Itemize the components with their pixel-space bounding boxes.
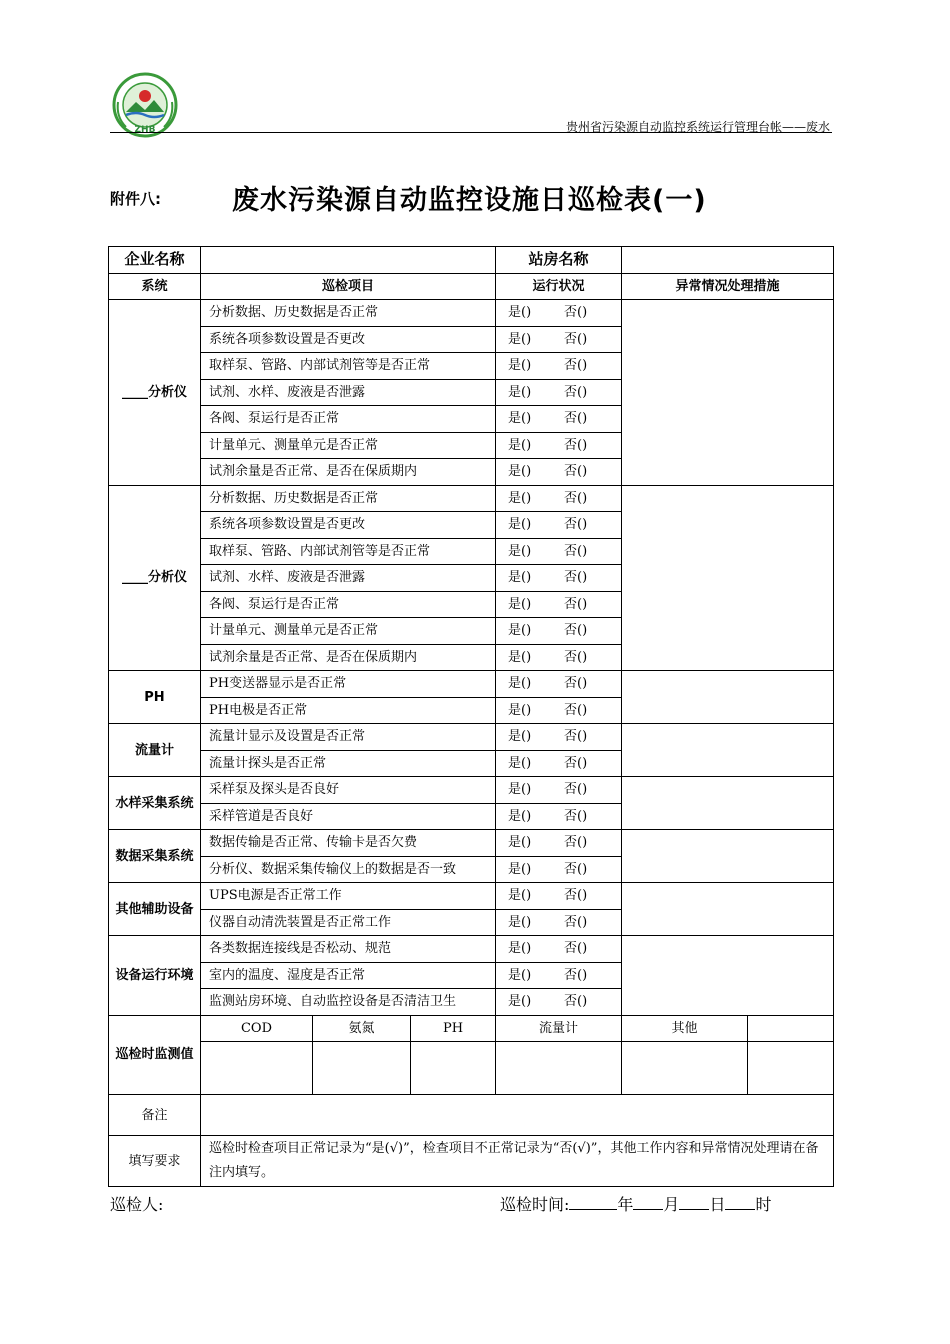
status-cell[interactable]	[496, 326, 622, 353]
check-item: 取样泵、管路、内部试剂管等是否正常	[201, 538, 496, 565]
status-cell[interactable]	[496, 697, 622, 724]
status-no[interactable]: 否()	[564, 411, 588, 427]
check-item: 数据传输是否正常、传输卡是否欠费	[201, 830, 496, 857]
table-row	[109, 485, 834, 512]
status-no[interactable]: 否()	[564, 729, 588, 745]
check-item: 计量单元、测量单元是否正常	[201, 432, 496, 459]
day-blank[interactable]	[679, 1193, 709, 1210]
fill-req-label: 填写要求	[109, 1136, 201, 1187]
status-no[interactable]: 否()	[564, 623, 588, 639]
check-item: 取样泵、管路、内部试剂管等是否正常	[201, 353, 496, 380]
status-cell[interactable]	[496, 936, 622, 963]
status-yes[interactable]: 是()	[508, 755, 532, 771]
check-item: 试剂余量是否正常、是否在保质期内	[201, 644, 496, 671]
measure-col-header: 氨氮	[313, 1015, 411, 1042]
measure-header-row	[109, 1015, 834, 1042]
time-label: 巡检时间:	[500, 1195, 570, 1214]
status-yes[interactable]: 是()	[508, 384, 532, 400]
status-no[interactable]: 否()	[564, 835, 588, 851]
status-cell[interactable]	[496, 379, 622, 406]
check-item: 试剂、水样、废液是否泄露	[201, 565, 496, 592]
table-row	[109, 724, 834, 751]
logo-text: ZHB	[134, 125, 156, 135]
system-name: 数据采集系统	[109, 830, 201, 883]
status-no[interactable]: 否()	[564, 570, 588, 586]
check-item: PH电极是否正常	[201, 697, 496, 724]
status-no[interactable]: 否()	[564, 914, 588, 930]
measure-value[interactable]	[496, 1042, 622, 1095]
company-value[interactable]	[201, 247, 496, 274]
status-cell[interactable]	[496, 644, 622, 671]
status-cell[interactable]	[496, 406, 622, 433]
status-no[interactable]: 否()	[564, 967, 588, 983]
measures-cell[interactable]	[622, 883, 834, 936]
measure-label: 巡检时监测值	[109, 1015, 201, 1095]
status-yes[interactable]: 是()	[508, 808, 532, 824]
year-label: 年	[617, 1195, 634, 1214]
status-yes[interactable]: 是()	[508, 888, 532, 904]
table-row	[109, 671, 834, 698]
status-cell[interactable]	[496, 883, 622, 910]
status-no[interactable]: 否()	[564, 331, 588, 347]
measures-cell[interactable]	[622, 300, 834, 486]
check-item: 各类数据连接线是否松动、规范	[201, 936, 496, 963]
status-cell[interactable]	[496, 989, 622, 1016]
hour-label: 时	[755, 1195, 772, 1214]
status-cell[interactable]	[496, 432, 622, 459]
remarks-value[interactable]	[201, 1095, 834, 1136]
check-item: 各阀、泵运行是否正常	[201, 591, 496, 618]
measures-cell[interactable]	[622, 777, 834, 830]
check-item: 试剂、水样、废液是否泄露	[201, 379, 496, 406]
status-no[interactable]: 否()	[564, 596, 588, 612]
status-yes[interactable]: 是()	[508, 914, 532, 930]
status-cell[interactable]	[496, 962, 622, 989]
status-cell[interactable]	[496, 618, 622, 645]
system-name: ____分析仪	[109, 300, 201, 486]
measures-cell[interactable]	[622, 724, 834, 777]
status-no[interactable]: 否()	[564, 941, 588, 957]
status-yes[interactable]: 是()	[508, 861, 532, 877]
status-no[interactable]: 否()	[564, 543, 588, 559]
status-cell[interactable]	[496, 485, 622, 512]
measures-cell[interactable]	[622, 830, 834, 883]
status-cell[interactable]	[496, 565, 622, 592]
check-item: 流量计探头是否正常	[201, 750, 496, 777]
status-cell[interactable]	[496, 750, 622, 777]
table-row	[109, 830, 834, 857]
measure-value[interactable]	[622, 1042, 748, 1095]
station-label: 站房名称	[496, 247, 622, 274]
status-yes[interactable]: 是()	[508, 676, 532, 692]
year-blank[interactable]	[569, 1193, 617, 1210]
status-no[interactable]: 否()	[564, 702, 588, 718]
status-cell[interactable]	[496, 830, 622, 857]
status-cell[interactable]	[496, 353, 622, 380]
measures-cell[interactable]	[622, 936, 834, 1016]
status-cell[interactable]	[496, 591, 622, 618]
status-no[interactable]: 否()	[564, 464, 588, 480]
page-title: 废水污染源自动监控设施日巡检表(一)	[232, 185, 707, 216]
measure-value[interactable]	[201, 1042, 313, 1095]
col-header-item: 巡检项目	[201, 273, 496, 300]
check-item: 分析数据、历史数据是否正常	[201, 485, 496, 512]
measure-value[interactable]	[411, 1042, 496, 1095]
status-yes[interactable]: 是()	[508, 649, 532, 665]
status-no[interactable]: 否()	[564, 755, 588, 771]
measure-col-header: COD	[201, 1015, 313, 1042]
status-cell[interactable]	[496, 803, 622, 830]
check-item: 分析数据、历史数据是否正常	[201, 300, 496, 327]
header-divider	[110, 132, 832, 133]
status-cell[interactable]	[496, 512, 622, 539]
table-row	[109, 300, 834, 327]
status-yes[interactable]: 是()	[508, 437, 532, 453]
measures-cell[interactable]	[622, 671, 834, 724]
status-yes[interactable]: 是()	[508, 358, 532, 374]
inspector-label: 巡检人:	[110, 1195, 164, 1214]
col-header-status: 运行状况	[496, 273, 622, 300]
status-yes[interactable]: 是()	[508, 729, 532, 745]
measure-col-header: PH	[411, 1015, 496, 1042]
zhb-logo	[112, 72, 178, 138]
status-yes[interactable]: 是()	[508, 835, 532, 851]
status-no[interactable]: 否()	[564, 437, 588, 453]
measure-col-header: 其他	[622, 1015, 748, 1042]
status-no[interactable]: 否()	[564, 305, 588, 321]
system-name: ____分析仪	[109, 485, 201, 671]
check-item: 流量计显示及设置是否正常	[201, 724, 496, 751]
status-cell[interactable]	[496, 909, 622, 936]
status-yes[interactable]: 是()	[508, 596, 532, 612]
check-item: 试剂余量是否正常、是否在保质期内	[201, 459, 496, 486]
status-yes[interactable]: 是()	[508, 464, 532, 480]
status-no[interactable]: 否()	[564, 384, 588, 400]
system-name: PH	[109, 671, 201, 724]
status-no[interactable]: 否()	[564, 888, 588, 904]
fill-req-row	[109, 1136, 834, 1187]
measure-value-row	[109, 1042, 834, 1095]
status-no[interactable]: 否()	[564, 358, 588, 374]
status-yes[interactable]: 是()	[508, 305, 532, 321]
fill-req-text: 巡检时检查项目正常记录为“是(√)”，检查项目不正常记录为“否(√)”，其他工作内容和异常情况处理请在备注内填写。	[201, 1136, 834, 1187]
status-no[interactable]: 否()	[564, 517, 588, 533]
check-item: 计量单元、测量单元是否正常	[201, 618, 496, 645]
table-row	[109, 936, 834, 963]
inspection-table	[108, 246, 834, 1187]
status-yes[interactable]: 是()	[508, 994, 532, 1010]
check-item: 室内的温度、湿度是否正常	[201, 962, 496, 989]
status-yes[interactable]: 是()	[508, 331, 532, 347]
system-name: 水样采集系统	[109, 777, 201, 830]
check-item: 系统各项参数设置是否更改	[201, 512, 496, 539]
day-label: 日	[709, 1195, 726, 1214]
status-no[interactable]: 否()	[564, 782, 588, 798]
status-yes[interactable]: 是()	[508, 570, 532, 586]
status-yes[interactable]: 是()	[508, 702, 532, 718]
check-item: 各阀、泵运行是否正常	[201, 406, 496, 433]
check-item: 仪器自动清洗装置是否正常工作	[201, 909, 496, 936]
attachment-label: 附件八:	[110, 190, 161, 208]
remarks-row	[109, 1095, 834, 1136]
header-title: 贵州省污染源自动监控系统运行管理台帐——废水	[565, 120, 830, 134]
table-row	[109, 883, 834, 910]
status-yes[interactable]: 是()	[508, 411, 532, 427]
hour-blank[interactable]	[725, 1193, 755, 1210]
status-cell[interactable]	[496, 856, 622, 883]
remarks-label: 备注	[109, 1095, 201, 1136]
status-yes[interactable]: 是()	[508, 543, 532, 559]
status-cell[interactable]	[496, 538, 622, 565]
status-no[interactable]: 否()	[564, 861, 588, 877]
status-yes[interactable]: 是()	[508, 517, 532, 533]
status-yes[interactable]: 是()	[508, 623, 532, 639]
status-yes[interactable]: 是()	[508, 782, 532, 798]
status-yes[interactable]: 是()	[508, 941, 532, 957]
status-cell[interactable]	[496, 777, 622, 804]
status-no[interactable]: 否()	[564, 676, 588, 692]
company-label: 企业名称	[109, 247, 201, 274]
measure-value[interactable]	[313, 1042, 411, 1095]
check-item: PH变送器显示是否正常	[201, 671, 496, 698]
measure-col-extra	[748, 1015, 834, 1042]
station-value[interactable]	[622, 247, 834, 274]
check-item: UPS电源是否正常工作	[201, 883, 496, 910]
status-cell[interactable]	[496, 724, 622, 751]
status-cell[interactable]	[496, 300, 622, 327]
check-item: 采样泵及探头是否良好	[201, 777, 496, 804]
status-no[interactable]: 否()	[564, 808, 588, 824]
measures-cell[interactable]	[622, 485, 834, 671]
status-no[interactable]: 否()	[564, 994, 588, 1010]
table-row	[109, 777, 834, 804]
status-no[interactable]: 否()	[564, 649, 588, 665]
status-cell[interactable]	[496, 459, 622, 486]
month-label: 月	[663, 1195, 680, 1214]
system-name: 其他辅助设备	[109, 883, 201, 936]
check-item: 系统各项参数设置是否更改	[201, 326, 496, 353]
col-header-system: 系统	[109, 273, 201, 300]
measure-value[interactable]	[748, 1042, 834, 1095]
system-name: 设备运行环境	[109, 936, 201, 1016]
status-cell[interactable]	[496, 671, 622, 698]
check-item: 监测站房环境、自动监控设备是否清洁卫生	[201, 989, 496, 1016]
month-blank[interactable]	[633, 1193, 663, 1210]
check-item: 分析仪、数据采集传输仪上的数据是否一致	[201, 856, 496, 883]
measure-col-header: 流量计	[496, 1015, 622, 1042]
system-name: 流量计	[109, 724, 201, 777]
status-yes[interactable]: 是()	[508, 490, 532, 506]
check-item: 采样管道是否良好	[201, 803, 496, 830]
status-yes[interactable]: 是()	[508, 967, 532, 983]
col-header-measures: 异常情况处理措施	[622, 273, 834, 300]
status-no[interactable]: 否()	[564, 490, 588, 506]
inspection-time	[500, 1192, 771, 1215]
